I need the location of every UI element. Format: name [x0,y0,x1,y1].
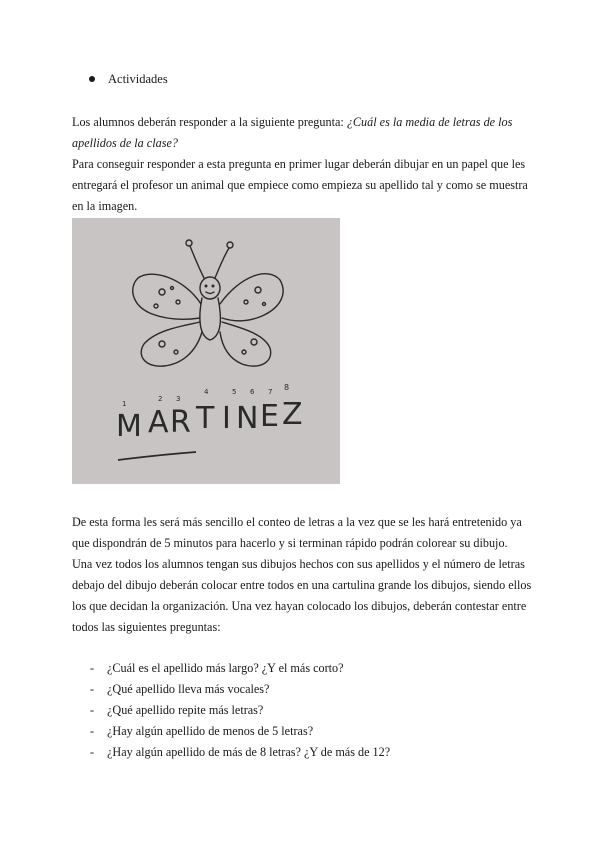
question-text: ¿Qué apellido lleva más vocales? [107,682,270,696]
intro-paragraph [72,112,532,154]
surname-letter-1: M [116,409,142,444]
list-item [90,679,390,700]
instructions-paragraph: Para conseguir responder a esta pregunta en primer lugar deberán dibujar en un papel que les entregará el profesor un animal que empiece como empieza su apellido tal y como se muestra en la imagen. [72,157,528,213]
timing-paragraph: De esta forma les será más sencillo el conteo de letras a la vez que se les hará entretenido ya que dispondrán de 5 minutos para hacerlo y si terminan rápido podrán colorear su dibujo. [72,515,522,550]
dash-marker: - [90,703,95,717]
letter-number-2: 2 [158,395,163,403]
dash-marker: - [90,661,95,675]
question-text: ¿Hay algún apellido de más de 8 letras? ¿Y de más de 12? [107,745,391,759]
question-text: ¿Hay algún apellido de menos de 5 letras? [107,724,314,738]
list-item [90,700,390,721]
letter-number-7: 7 [268,388,273,396]
question-text: ¿Qué apellido repite más letras? [107,703,264,717]
surname-letter-2: A [148,405,169,440]
letter-number-5: 5 [232,388,237,396]
dash-marker: - [90,724,95,738]
list-item [90,742,390,763]
group-paragraph: Una vez todos los alumnos tengan sus dibujos hechos con sus apellidos y el número de letras debajo del dibujo deberán colocar entre todos en una cartulina grande los dibujos, siendo ellos los que decidan la organización. Una vez hayan colocado los dibujos, deberán contestar entre todos las siguientes preguntas: [72,557,532,634]
dash-marker: - [90,745,95,759]
surname-letter-8: Z [282,397,303,432]
list-item [90,658,390,679]
butterfly-drawing-photo [72,218,340,484]
letter-number-4: 4 [204,388,209,396]
underline-stroke [118,452,196,460]
section-bullet [89,72,168,87]
surname-letter-7: E [260,399,279,434]
intro-lead: Los alumnos deberán responder a la siguiente pregunta: [72,115,347,129]
letter-number-6: 6 [250,388,255,396]
surname-letter-5: I [222,401,231,436]
section-title: Actividades [108,72,168,86]
intro-question: ¿Cuál es la media de letras de los apellidos de la clase? [72,115,513,150]
surname-letter-6: N [236,401,259,436]
list-item [90,721,390,742]
letter-number-1: 1 [122,400,127,408]
letter-number-8: 8 [284,383,290,392]
butterfly-drawing-icon [72,218,340,484]
questions-list [90,658,390,763]
surname-letter-3: R [170,405,191,440]
bullet-dot-icon [89,76,95,82]
question-text: ¿Cuál es el apellido más largo? ¿Y el más corto? [107,661,344,675]
surname-letter-4: T [196,401,215,436]
letter-number-3: 3 [176,395,181,403]
dash-marker: - [90,682,95,696]
